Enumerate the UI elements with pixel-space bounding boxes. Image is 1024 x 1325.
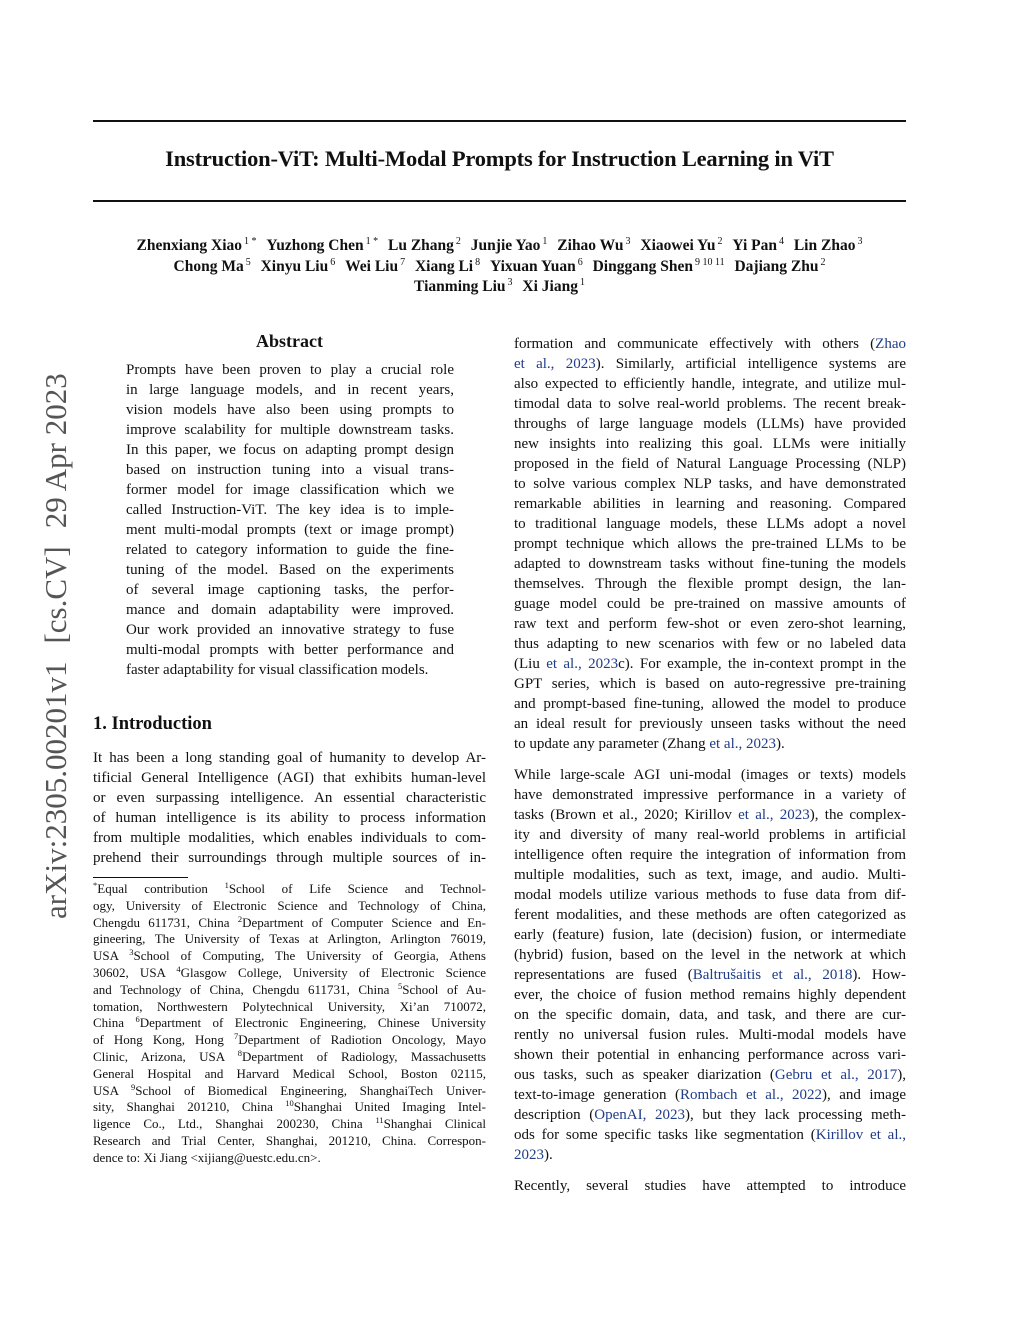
text-line: ous tasks, such as speaker diarization (Gebru et al., 2017), [514,1067,906,1083]
text-line: In this paper, we focus on adapting prompt design [126,442,454,458]
text-line: ferent modalities, and these methods are often categorized as [514,907,906,923]
text-line: vision models have also been using prompts to [126,402,454,418]
text-line: ever, the choice of fusion method remains highly dependent [514,987,906,1003]
text-line: GPT series, which is based on auto-regressive pre-training [514,676,906,692]
text-line: or even surpassing intelligence. An essential characteristic [93,790,486,806]
text-line: rently no universal fusion rules. Multi-modal models have [514,1027,906,1043]
author: Dajiang Zhu $^2$ [734,256,826,275]
author: Yixuan Yuan $^6$ [489,256,583,275]
text-line: proposed in the field of Natural Language Processing (NLP) [514,456,906,472]
text-line: representations are fused (Baltrušaitis et al., 2018). How- [514,967,906,983]
text-line: modal models utilize various methods to fuse data from dif- [514,887,906,903]
footnote-rule [93,877,188,878]
text-line: prompt technique which allows the pre-trained LLMs to be [514,536,906,552]
author: Chong Ma $^5$ [173,256,251,275]
right-column-paragraph-2 [514,765,906,1165]
author: Xiang Li $^8$ [414,256,481,275]
text-line: 30602, USA $^4$Glasgow College, University of Electronic Science [93,963,486,980]
text-line: multiple modalities, such as text, image, and audio. Multi- [514,867,906,883]
top-rule [93,120,906,122]
author-list [93,236,906,298]
text-line: USA $^3$School of Computing, The University of Georgia, Athens [93,947,486,964]
text-line: text-to-image generation (Rombach et al., 2022), and image [514,1087,906,1103]
text-line: Our work provided an innovative strategy to fuse [126,622,454,638]
text-line: in large language models, and in recent years, [126,382,454,398]
text-line: ligence Co., Ltd., Shanghai 200230, China $^{11}$Shanghai Clinical [93,1115,486,1132]
text-line: faster adaptability for visual classification models. [126,662,429,678]
text-line: ods for some specific tasks like segmentation (Kirillov et al., [514,1127,906,1143]
text-line: While large-scale AGI uni-modal (images or texts) models [514,767,906,783]
abstract-body [126,360,454,680]
text-line: Prompts have been proven to play a crucial role [126,362,454,378]
arxiv-stamp: arXiv:2305.00201v1[cs.CV]29 Apr 2023 [38,373,73,919]
text-line: General Hospital and Harvard Medical School, Boston 02115, [93,1065,486,1081]
text-line: Recently, several studies have attempted to introduce [514,1178,906,1194]
author: Zihao Wu $^3$ [557,236,631,254]
text-line: on the specific domain, data, and task, and there are cur- [514,1007,906,1023]
text-line: based on instruction tuning into a visual trans- [126,462,454,478]
author: Xiaowei Yu $^2$ [640,236,723,254]
text-line: intelligence often require the integration of information from [514,847,906,863]
footnote [93,881,486,1167]
text-line: USA $^9$School of Biomedical Engineering, ShanghaiTech Univer- [93,1081,486,1098]
text-line: from multiple modalities, which enables individuals to com- [93,830,486,846]
text-line: tuning of the model. Based on the experiments [126,562,454,578]
text-line: prehend their surroundings through multiple sources of in- [93,850,486,866]
text-line: adapted to downstream tasks without fine-tuning the models [514,556,906,572]
text-line: new insights into realizing this goal. LLMs were initially [514,436,906,452]
text-line: shown their potential in enhancing performance across vari- [514,1047,906,1063]
author: Junjie Yao $^1$ [470,236,548,254]
text-line: Clinic, Arizona, USA $^8$Department of Radiology, Massachusetts [93,1047,486,1064]
text-line: gineering, The University of Texas at Arlington, Arlington 76019, [93,931,486,947]
text-line: early (feature) fusion, late (decision) fusion, or intermediate [514,927,906,943]
text-line: remarkable abilities in learning and reasoning. Compared [514,496,906,512]
text-line: to traditional language models, these LLMs adopt a novel [514,516,906,532]
title-bottom-rule [93,200,906,202]
text-line: an ideal result for previously unseen tasks without the need [514,716,906,732]
text-line: timodal data to solve real-world problems. The recent break- [514,396,906,412]
text-line: improve scalability for multiple downstream tasks. [126,422,454,438]
text-line: (Liu et al., 2023c). For example, the in-context prompt in the [514,656,906,672]
text-line: and prompt-based fine-tuning, allowed the model to produce [514,696,906,712]
author: Yuzhong Chen $^{1 *}$ [266,236,379,254]
text-line: ity and diversity of many real-world problems in artificial [514,827,906,843]
section-heading-introduction: 1. Introduction [93,714,212,734]
introduction-body [93,748,486,868]
author: Dinggang Shen $^{9 10 11}$ [592,256,725,275]
text-line: tificial General Intelligence (AGI) that exhibits human-level [93,770,486,786]
text-line: multi-modal prompts with better performance and [126,642,454,658]
abstract-heading: Abstract [256,331,323,351]
author: Tianming Liu $^3$ [414,277,513,295]
text-line: of human intelligence is its ability to process information [93,810,486,826]
text-line: throughs of large language models (LLMs) have provided [514,416,906,432]
text-line: guage model could be pre-trained on massive amounts of [514,596,906,612]
paper-title: Instruction-ViT: Multi-Modal Prompts for Instruction Learning in ViT [165,146,834,171]
text-line: ogy, University of Electronic Science and Technology of China, [93,897,486,913]
text-line: (hybrid) fusion, based on the level in the network at which [514,947,906,963]
text-line: *Equal contribution $^1$School of Life Science and Technol- [93,880,486,896]
text-line: Chengdu 611731, China $^2$Department of Computer Science and En- [93,913,486,930]
text-line: of Hong Kong, Hong $^7$Department of Radiotion Oncology, Mayo [93,1031,486,1048]
text-line: and Technology of China, Chengdu 611731, China $^5$School of Au- [93,980,486,997]
text-line: to update any parameter (Zhang et al., 2023). [514,736,785,752]
author-line-1 [93,236,906,257]
text-line: to solve various complex NLP tasks, and have demonstrated [514,476,906,492]
text-line: It has been a long standing goal of humanity to develop Ar- [93,750,486,766]
text-line: tasks (Brown et al., 2020; Kirillov et al., 2023), the complex- [514,807,906,823]
author: Wei Liu $^7$ [345,256,406,275]
right-column-paragraph-3 [514,1176,906,1196]
text-line: 2023). [514,1147,553,1163]
author: Lu Zhang $^2$ [388,236,461,254]
author: Xi Jiang $^1$ [522,277,585,295]
text-line: have demonstrated impressive performance in a variety of [514,787,906,803]
text-line: called Instruction-ViT. The key idea is to imple- [126,502,454,518]
text-line: also expected to efficiently handle, integrate, and utilize mul- [514,376,906,392]
author: Lin Zhao $^3$ [793,236,863,254]
text-line: description (OpenAI, 2023), but they lack processing meth- [514,1107,906,1123]
text-line: thus adapting to new scenarios with few or no labeled data [514,636,906,652]
author-line-2 [93,257,906,278]
author: Yi Pan $^4$ [732,236,784,254]
author: Zhenxiang Xiao $^{1 *}$ [136,236,257,254]
text-line: formation and communicate effectively with others (Zhao [514,336,906,352]
text-line: China $^6$Department of Electronic Engineering, Chinese University [93,1014,486,1031]
text-line: sity, Shanghai 201210, China $^{10}$Shanghai United Imaging Intel- [93,1098,486,1115]
text-line: raw text and perform few-shot or even zero-shot learning, [514,616,906,632]
text-line: et al., 2023). Similarly, artificial intelligence systems are [514,356,906,372]
text-line: dence to: Xi Jiang <xijiang@uestc.edu.cn>. [93,1149,321,1165]
text-line: former model for image classification which we [126,482,454,498]
text-line: Research and Trial Center, Shanghai, 201210, China. Correspon- [93,1132,486,1148]
author: Xinyu Liu $^6$ [260,256,336,275]
text-line: mance and domain adaptability were improved. [126,602,454,618]
author-line-3 [93,277,906,298]
right-column-paragraph-1 [514,334,906,754]
text-line: related to category information to guide the fine- [126,542,454,558]
text-line: ment multi-modal prompts (text or image prompt) [126,522,454,538]
text-line: themselves. Through the flexible prompt design, the lan- [514,576,906,592]
text-line: of several image captioning tasks, the perfor- [126,582,454,598]
text-line: tomation, Northwestern Polytechnical University, Xi’an 710072, [93,998,486,1014]
